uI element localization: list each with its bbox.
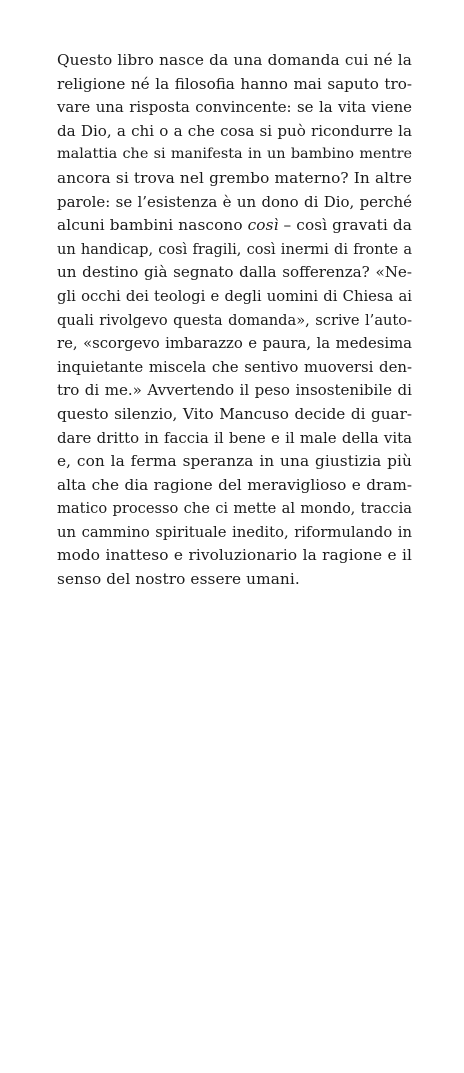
text-line: religione né la filosofia hanno mai saputo tro- [57,74,412,93]
text-line: Questo libro nasce da una domanda cui né la [57,51,412,69]
text-line: inquietante miscela che sentivo muoversi den- [57,357,412,376]
text-line: modo inatteso e rivoluzionario la ragione e il [57,546,412,565]
text-line: re, «scorgevo imbarazzo e paura, la medesima [57,335,412,353]
text-segment: alcuni bambini nascono [57,216,248,235]
text-line: da Dio, a chi o a che cosa si può ricondurre la [57,121,412,140]
text-line: parole: se l’esistenza è un dono di Dio, perché [57,192,412,211]
text-line: alta che dia ragione del meraviglioso e dram- [57,475,412,494]
text-line: dare dritto in faccia il bene e il male della vita [57,428,412,447]
text-line: ancora si trova nel grembo materno? In altre [57,168,412,187]
text-line: questo silenzio, Vito Mancuso decide di guar- [57,404,412,423]
blurb-paragraph [57,49,412,592]
text-line: un handicap, così fragili, così inermi di fronte a [57,240,412,258]
italic-word: così [247,216,279,235]
text-line: quali rivolgevo questa domanda», scrive l’auto- [57,311,412,329]
text-line: un destino già segnato dalla sofferenza? «Ne- [57,263,412,282]
text-line: gli occhi dei teologi e degli uomini di Chiesa ai [57,287,412,305]
text-line: malattia che si manifesta in un bambino mentre [57,146,412,163]
text-line: matico processo che ci mette al mondo, traccia [57,500,412,518]
text-line: senso del nostro essere umani. [57,570,300,589]
text-segment: – così gravati da [278,216,412,235]
text-line: un cammino spirituale inedito, riformulando in [57,523,412,541]
text-line [57,214,412,238]
text-line: vare una risposta convincente: se la vita viene [57,98,412,117]
text-line: tro di me.» Avvertendo il peso insostenibile di [57,381,412,400]
text-line: e, con la ferma speranza in una giustizia più [57,452,412,471]
